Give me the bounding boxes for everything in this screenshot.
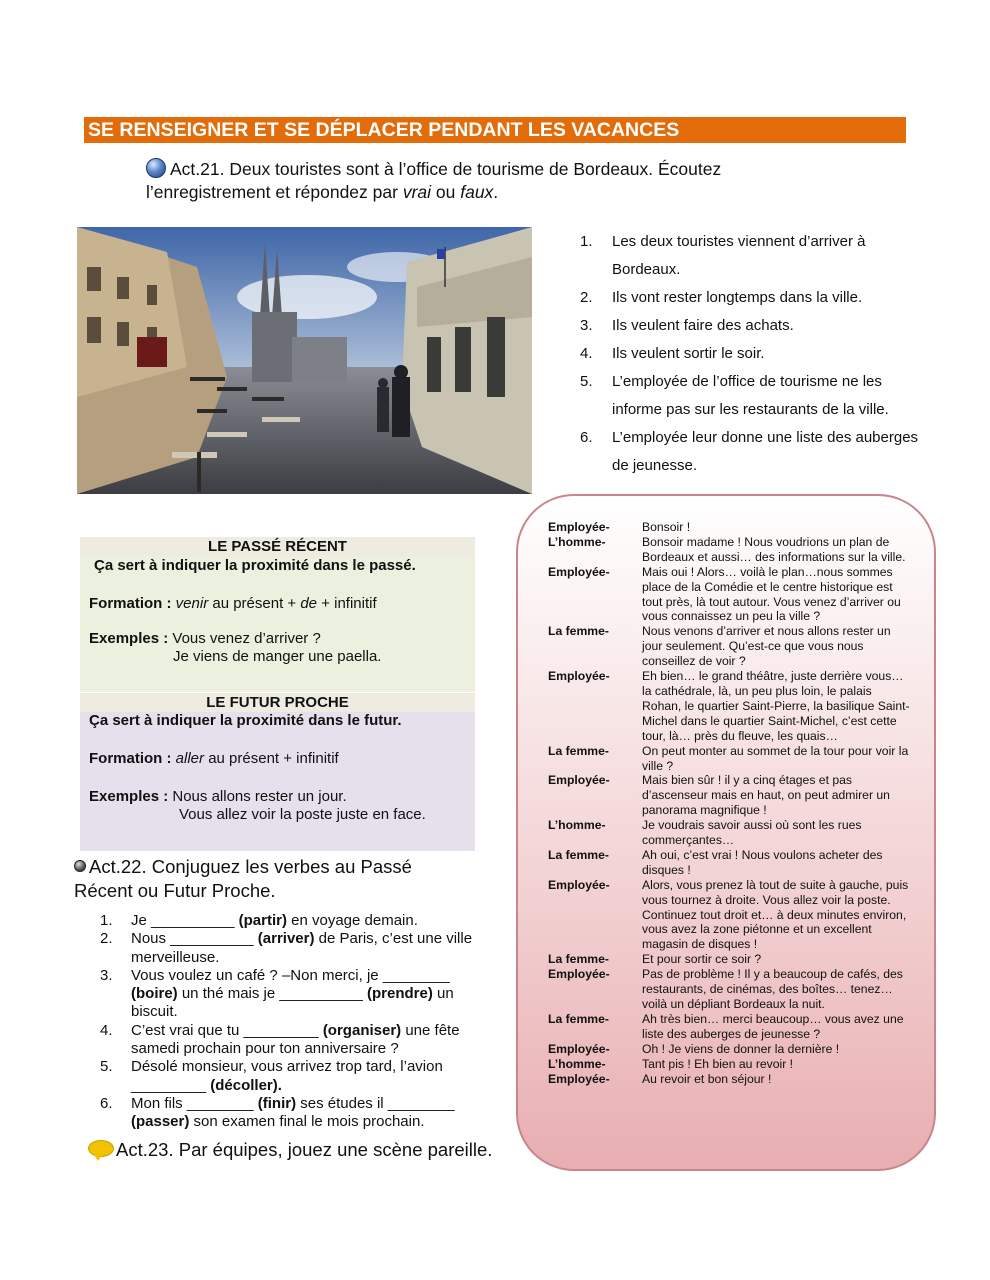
dialogue-text: Pas de problème ! Il y a beaucoup de cafés, des restaurants, de cinémas, des boîtes… tenez… voilà un dépliant Bordeaux la nuit. (642, 967, 903, 1011)
exemples-label: Exemples : (89, 788, 169, 805)
dialogue-line (548, 848, 913, 878)
exercise-part: (finir) (257, 1094, 297, 1112)
act21-ou: ou (431, 182, 461, 202)
dialogue-line (548, 773, 913, 818)
act22-text: Act.22. Conjuguez les verbes au Passé Récent ou Futur Proche. (74, 856, 412, 901)
dialogue-line (548, 565, 913, 625)
dialogue-line (548, 1057, 913, 1072)
dialogue-line (548, 967, 913, 1012)
passe-recent-exemple-2: Je viens de manger une paella. (173, 648, 382, 665)
exercise-item (100, 1022, 485, 1059)
dialogue-speaker: Employée- (548, 669, 610, 684)
dialogue-speaker: Employée- (548, 520, 610, 534)
futur-proche-title: LE FUTUR PROCHE (80, 693, 475, 712)
passe-recent-formation (89, 596, 466, 630)
exercise-part: (prendre) (366, 985, 433, 1003)
exercise-part: (passer) (131, 1113, 190, 1131)
question-number: 5. (580, 373, 593, 390)
formation-mid: au présent + (208, 595, 301, 612)
exercise-item (100, 930, 485, 967)
exercise-part: (boire) (131, 985, 178, 1003)
exemple-1: Nous allons rester un jour. (168, 788, 347, 805)
question-item (580, 424, 920, 480)
question-number: 6. (580, 429, 593, 446)
dialogue-line (548, 744, 913, 774)
dialogue-text: Ah oui, c’est vrai ! Nous voulons acheter des disques ! (642, 847, 883, 877)
dialogue-speaker: La femme- (548, 1011, 609, 1026)
dialogue-speaker: La femme- (548, 952, 609, 967)
dialogue-line (548, 520, 913, 535)
question-text: Les deux touristes viennent d’arriver à Bordeaux. (612, 233, 866, 278)
exemple-1: Vous venez d’arriver ? (168, 630, 321, 647)
passe-recent-box (80, 537, 475, 692)
act21-text: Act.21. Deux touristes sont à l’office de tourisme de Bordeaux. Écoutez l’enregistrement et répondez par (146, 159, 722, 202)
dialogue-speaker: Employée- (548, 1041, 610, 1056)
formation-label: Formation : (89, 750, 172, 767)
exercise-part: une fête samedi prochain pour ton anniversaire ? (131, 1021, 460, 1058)
question-item (580, 228, 920, 284)
dialogue-text: On peut monter au sommet de la tour pour voir la ville ? (642, 743, 909, 773)
question-text: L’employée de l’office de tourisme ne les informe pas sur les restaurants de la ville. (612, 373, 889, 418)
futur-proche-formation (89, 750, 466, 788)
dialogue-text: Eh bien… le grand théâtre, juste derrière vous… la cathédrale, là, un peu plus loin, le palais Rohan, le quartier Saint-Pierre, la basilique Saint-Michel dans le quartier Saint-Michel, c’est cette tour, là… près du fleuve, les quais… (642, 669, 910, 743)
dialogue-line (548, 1012, 913, 1042)
bordeaux-panorama-photo (77, 227, 532, 494)
exercise-part: C’est vrai que tu _________ (131, 1021, 323, 1039)
exercise-text (131, 1095, 485, 1132)
act21-faux: faux (460, 182, 494, 202)
dialogue-transcript (548, 520, 913, 1086)
formation-end: + infinitif (317, 595, 377, 612)
question-number: 2. (580, 289, 593, 306)
exercise-part: Je __________ (131, 912, 239, 929)
dialogue-speaker: La femme- (548, 624, 609, 639)
exercise-text (131, 967, 485, 1022)
act21-vrai: vrai (402, 182, 432, 202)
futur-proche-box (80, 693, 475, 851)
act23-instruction (88, 1138, 528, 1162)
dialogue-text: Et pour sortir ce soir ? (642, 952, 762, 967)
dialogue-line (548, 669, 913, 744)
dialogue-text: Mais oui ! Alors… voilà le plan…nous sommes place de la Comédie et le centre historique est tout près, là tout autour. Vous venez d’arriver ou vous connaissez un peu la ville ? (642, 564, 901, 624)
exercise-part: de Paris, c’est une ville merveilleuse. (131, 930, 473, 966)
dialogue-text: Bonsoir ! (642, 520, 691, 534)
exercise-part: Mon fils ________ (131, 1094, 258, 1112)
true-false-questions (580, 228, 920, 480)
conjugation-exercises (100, 912, 485, 1132)
exercise-number: 6. (100, 1094, 113, 1112)
dialogue-speaker: L’homme- (548, 534, 606, 549)
dialogue-text: Au revoir et bon séjour ! (642, 1071, 772, 1086)
dialogue-text: Je voudrais savoir aussi où sont les rues commerçantes… (642, 818, 862, 848)
dialogue-line (548, 1042, 913, 1057)
formation-label: Formation : (89, 595, 172, 612)
exercise-item (100, 1095, 485, 1132)
pencil-icon (74, 860, 86, 872)
exercise-item (100, 1058, 485, 1095)
dialogue-text: Ah très bien… merci beaucoup… vous avez une liste des auberges de jeunesse ? (642, 1011, 904, 1041)
section-banner (84, 117, 906, 143)
question-text: L’employée leur donne une liste des auberges de jeunesse. (612, 429, 919, 474)
question-text: Ils veulent faire des achats. (612, 317, 794, 334)
question-item (580, 312, 920, 340)
dialogue-speaker: Employée- (548, 773, 610, 788)
dialogue-text: Mais bien sûr ! il y a cinq étages et pas d’ascenseur mais en haut, on peut admirer un panorama magnifique ! (642, 773, 890, 818)
question-item (580, 368, 920, 424)
question-item (580, 340, 920, 368)
exercise-text (131, 1022, 485, 1059)
question-number: 3. (580, 317, 593, 334)
question-text: Ils vont rester longtemps dans la ville. (612, 289, 863, 306)
dialogue-line (548, 624, 913, 669)
exercise-part: (décoller). (210, 1076, 282, 1094)
futur-proche-exemple-1 (89, 788, 466, 806)
question-item (580, 284, 920, 312)
dialogue-text: Bonsoir madame ! Nous voudrions un plan de Bordeaux et aussi… des informations sur la ville. (642, 534, 906, 564)
question-number: 1. (580, 233, 593, 250)
exemples-label: Exemples : (89, 630, 169, 647)
exercise-text (131, 1058, 485, 1095)
exercise-number: 3. (100, 966, 113, 984)
futur-proche-usage: Ça sert à indiquer la proximité dans le futur. (89, 712, 402, 729)
exercise-item (100, 912, 485, 930)
formation-verb: aller (175, 750, 205, 767)
question-text: Ils veulent sortir le soir. (612, 345, 765, 362)
futur-proche-exemple-2: Vous allez voir la poste juste en face. (179, 806, 426, 823)
dialogue-line (548, 952, 913, 967)
exercise-part: Désolé monsieur, vous arrivez trop tard, l’avion _________ (131, 1058, 443, 1094)
dialogue-text: Alors, vous prenez là tout de suite à gauche, puis vous tournez à droite. Vous allez voir la poste. Continuez tout droit et… à deux minutes environ, vous avez la zone piétonne et un excellent magasin de disques ! (642, 877, 909, 952)
act23-text: Act.23. Par équipes, jouez une scène pareille. (116, 1139, 493, 1160)
dialogue-speaker: Employée- (548, 564, 610, 579)
dialogue-text: Tant pis ! Eh bien au revoir ! (642, 1056, 794, 1071)
dialogue-line (548, 878, 913, 953)
dialogue-speaker: L’homme- (548, 1056, 606, 1071)
dialogue-line (548, 1072, 913, 1087)
exercise-part: Nous __________ (131, 930, 258, 948)
exercise-number: 2. (100, 930, 113, 948)
dialogue-speaker: Employée- (548, 877, 610, 892)
exercise-part: en voyage demain. (286, 912, 418, 929)
dialogue-text: Nous venons d’arriver et nous allons rester un jour seulement. Qu’est-ce que vous nous conseillez de voir ? (642, 624, 891, 669)
exercise-part: Vous voulez un café ? –Non merci, je ________ (131, 966, 450, 984)
dialogue-speaker: La femme- (548, 847, 609, 862)
dialogue-speaker: L’homme- (548, 818, 606, 833)
dialogue-speaker: La femme- (548, 743, 609, 758)
passe-recent-title: LE PASSÉ RÉCENT (80, 537, 475, 556)
dialogue-line (548, 535, 913, 565)
section-title: SE RENSEIGNER ET SE DÉPLACER PENDANT LES VACANCES (88, 119, 680, 141)
act22-instruction (74, 855, 474, 903)
formation-verb: venir (175, 595, 209, 612)
exercise-number: 1. (100, 912, 113, 929)
exercise-number: 5. (100, 1058, 113, 1076)
dialogue-speaker: Employée- (548, 967, 610, 982)
futur-proche-body (80, 712, 475, 851)
passe-recent-usage: Ça sert à indiquer la proximité dans le passé. (94, 557, 416, 574)
exercise-part: (organiser) (322, 1021, 402, 1039)
exercise-part: ses études il ________ (296, 1094, 455, 1112)
speech-bubble-icon (88, 1140, 114, 1157)
dialogue-line (548, 818, 913, 848)
exercise-part: un thé mais je __________ (177, 985, 367, 1003)
exercise-text (131, 930, 485, 967)
question-number: 4. (580, 345, 593, 362)
exercise-text (131, 912, 418, 930)
act21-instruction (146, 158, 846, 204)
dialogue-speaker: Employée- (548, 1071, 610, 1086)
audio-icon (146, 158, 166, 178)
formation-de: de (300, 595, 318, 612)
act21-end: . (493, 182, 499, 202)
exercise-item (100, 967, 485, 1022)
passe-recent-exemple-1 (89, 630, 466, 648)
exercise-part: son examen final le mois prochain. (189, 1113, 425, 1131)
passe-recent-body (80, 556, 475, 692)
exercise-part: (partir) (238, 912, 287, 929)
formation-end: au présent + infinitif (204, 750, 339, 767)
exercise-part: un biscuit. (131, 985, 454, 1021)
dialogue-text: Oh ! Je viens de donner la dernière ! (642, 1041, 840, 1056)
exercise-number: 4. (100, 1021, 113, 1039)
exercise-part: (arriver) (257, 930, 315, 948)
